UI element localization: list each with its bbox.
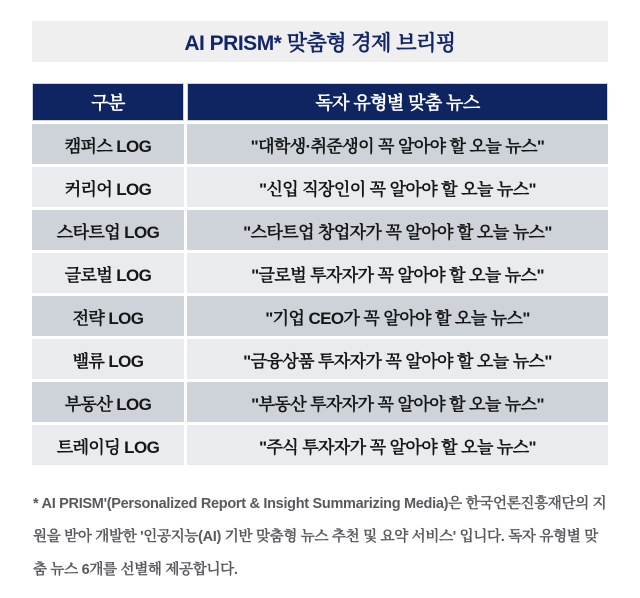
page-title: AI PRISM* 맞춤형 경제 브리핑 bbox=[184, 31, 456, 55]
row-news: "대학생·취준생이 꼭 알아야 할 오늘 뉴스" bbox=[187, 124, 608, 164]
row-news: "글로벌 투자자가 꼭 알아야 할 오늘 뉴스" bbox=[187, 253, 608, 293]
row-category: 밸류 LOG bbox=[32, 339, 184, 379]
row-category: 스타트업 LOG bbox=[32, 210, 184, 250]
briefing-table bbox=[32, 83, 608, 465]
table-row-campus bbox=[32, 124, 608, 164]
row-news: "신입 직장인이 꼭 알아야 할 오늘 뉴스" bbox=[187, 167, 608, 207]
title-bar bbox=[32, 21, 608, 62]
row-news: "스타트업 창업자가 꼭 알아야 할 오늘 뉴스" bbox=[187, 210, 608, 250]
row-category: 글로벌 LOG bbox=[32, 253, 184, 293]
column-header-news: 독자 유형별 맞춤 뉴스 bbox=[187, 83, 608, 121]
table-row-realestate bbox=[32, 382, 608, 422]
table-header-row bbox=[32, 83, 608, 121]
row-news: "주식 투자자가 꼭 알아야 할 오늘 뉴스" bbox=[187, 425, 608, 465]
column-header-category: 구분 bbox=[32, 83, 184, 121]
row-news: "기업 CEO가 꼭 알아야 할 오늘 뉴스" bbox=[187, 296, 608, 336]
row-news: "금융상품 투자자가 꼭 알아야 할 오늘 뉴스" bbox=[187, 339, 608, 379]
footnote: * AI PRISM'(Personalized Report & Insight Summarizing Media)은 한국언론진흥재단의 지원을 받아 개발한 '인공지능(AI) 기반 맞춤형 뉴스 추천 및 요약 서비스' 입니다. 독자 유형별 맞춤 뉴스 6개를 선별해 제공합니다. bbox=[33, 496, 607, 578]
table-row-value bbox=[32, 339, 608, 379]
table-row-trading bbox=[32, 425, 608, 465]
row-category: 커리어 LOG bbox=[32, 167, 184, 207]
row-category: 트레이딩 LOG bbox=[32, 425, 184, 465]
table-row-global bbox=[32, 253, 608, 293]
table-row-startup bbox=[32, 210, 608, 250]
table-row-strategy bbox=[32, 296, 608, 336]
row-category: 전략 LOG bbox=[32, 296, 184, 336]
row-news: "부동산 투자자가 꼭 알아야 할 오늘 뉴스" bbox=[187, 382, 608, 422]
row-category: 부동산 LOG bbox=[32, 382, 184, 422]
row-category: 캠퍼스 LOG bbox=[32, 124, 184, 164]
table-row-career bbox=[32, 167, 608, 207]
